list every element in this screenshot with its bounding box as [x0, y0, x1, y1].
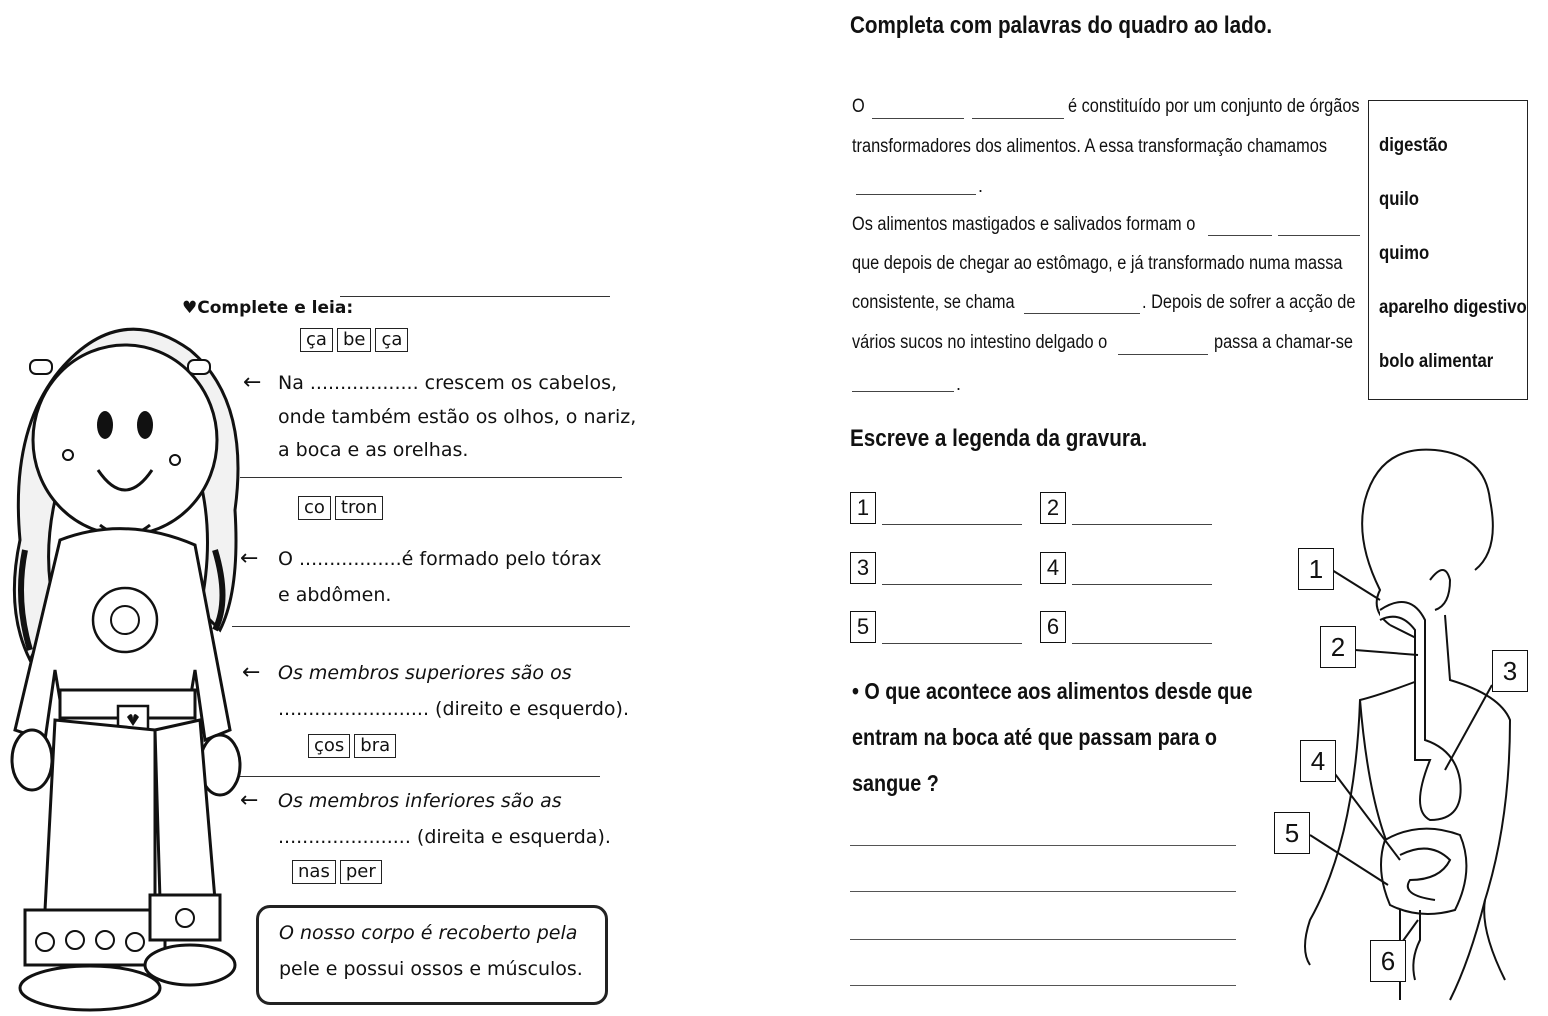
legend-answer-line	[1072, 524, 1212, 525]
para-line-7b: passa a chamar-se	[1214, 332, 1353, 353]
legend-answer-line	[882, 584, 1022, 585]
syllable: nas	[292, 860, 336, 884]
para-line-3: .	[978, 176, 984, 196]
legend-answer-line	[1072, 584, 1212, 585]
syllable: be	[337, 328, 372, 352]
arrow-left-icon: ←	[240, 546, 259, 571]
word-item: quimo	[1379, 243, 1430, 264]
legend-number-box: 4	[1040, 552, 1066, 584]
blank	[872, 118, 964, 119]
para-line-5: que depois de chegar ao estômago, e já transformado numa massa	[852, 253, 1343, 274]
arrow-left-icon: ←	[242, 660, 261, 685]
word-item: aparelho digestivo	[1379, 297, 1527, 318]
legend-answer-line	[1072, 643, 1212, 644]
heart-icon: ♥	[182, 298, 198, 318]
para-line-8: .	[956, 374, 962, 394]
syllable: tron	[335, 496, 383, 520]
arrow-left-icon: ←	[240, 788, 259, 813]
legend-number-box: 3	[850, 552, 876, 584]
word-item: digestão	[1379, 135, 1448, 156]
sentence-arms-2: ......................... (direito e esquerdo).	[278, 698, 629, 720]
divider-3	[240, 776, 600, 777]
para-line-4: Os alimentos mastigados e salivados formam o	[852, 214, 1196, 235]
divider-2	[232, 626, 630, 627]
sentence-legs-1: Os membros inferiores são as	[278, 790, 562, 812]
sentence-head-2: onde também estão os olhos, o nariz,	[278, 406, 637, 428]
legend-answer-line	[882, 643, 1022, 644]
figure-label: 1	[1298, 548, 1334, 590]
girl-illustration	[0, 310, 250, 1016]
digestive-system-illustration	[1270, 440, 1540, 1010]
blank	[972, 118, 1064, 119]
para-line-6a: consistente, se chama	[852, 292, 1015, 313]
legend-number-box: 1	[850, 492, 876, 524]
word-item: bolo alimentar	[1379, 351, 1494, 372]
question-line-2: entram na boca até que passam para o	[852, 724, 1217, 750]
syllables-bracos	[308, 734, 396, 758]
syllables-tronco	[298, 496, 383, 520]
question-line-3: sangue ?	[852, 770, 939, 796]
complete-heading: ♥Complete e leia:	[182, 298, 354, 318]
sentence-head-3: a boca e as orelhas.	[278, 439, 469, 461]
word-box	[1368, 100, 1528, 400]
legend-number-box: 6	[1040, 611, 1066, 643]
divider-1	[240, 477, 622, 478]
sentence-trunk-2: e abdômen.	[278, 584, 392, 606]
divider-top	[340, 296, 610, 297]
left-worksheet	[0, 0, 640, 1016]
blank	[1024, 313, 1140, 314]
title-legend: Escreve a legenda da gravura.	[850, 425, 1148, 452]
title-complete: Completa com palavras do quadro ao lado.	[850, 12, 1273, 39]
blank	[1278, 235, 1360, 236]
legend-number-box: 2	[1040, 492, 1066, 524]
figure-label: 6	[1370, 940, 1406, 982]
syllable: bra	[354, 734, 396, 758]
para-line-2: transformadores dos alimentos. A essa transformação chamamos	[852, 136, 1327, 157]
figure-label: 2	[1320, 626, 1356, 668]
syllable: per	[340, 860, 382, 884]
summary-line-1: O nosso corpo é recoberto pela	[279, 922, 578, 944]
blank	[852, 391, 954, 392]
answer-line	[850, 985, 1236, 986]
sentence-arms-1: Os membros superiores são os	[278, 662, 572, 684]
arrow-left-icon: ←	[243, 370, 262, 395]
word-item: quilo	[1379, 189, 1419, 210]
syllables-pernas	[292, 860, 382, 884]
answer-line	[850, 939, 1236, 940]
legend-answer-line	[882, 524, 1022, 525]
syllable: ços	[308, 734, 350, 758]
syllable: co	[298, 496, 331, 520]
sentence-head-1: Na .................. crescem os cabelos,	[278, 372, 618, 394]
summary-line-2: pele e possui ossos e músculos.	[279, 958, 583, 980]
figure-label: 4	[1300, 740, 1336, 782]
para-line-7a: vários sucos no intestino delgado o	[852, 332, 1108, 353]
para-line-1b: é constituído por um conjunto de órgãos	[1068, 96, 1360, 117]
answer-line	[850, 891, 1236, 892]
figure-label: 3	[1492, 650, 1528, 692]
para-line-6b: . Depois de sofrer a acção de	[1142, 292, 1356, 313]
sentence-trunk-1: O .................é formado pelo tórax	[278, 548, 602, 570]
answer-line	[850, 845, 1236, 846]
sentence-legs-2: ...................... (direita e esquerda).	[278, 826, 611, 848]
figure-label: 5	[1274, 812, 1310, 854]
syllables-cabeca	[300, 328, 408, 352]
syllable: ça	[375, 328, 408, 352]
legend-number-box: 5	[850, 611, 876, 643]
para-line-1a: O	[852, 96, 865, 117]
blank	[1208, 235, 1272, 236]
question-line-1: • O que acontece aos alimentos desde que	[852, 678, 1253, 704]
blank	[1118, 354, 1208, 355]
syllable: ça	[300, 328, 333, 352]
blank	[856, 194, 976, 195]
body-summary-box	[256, 905, 608, 1005]
